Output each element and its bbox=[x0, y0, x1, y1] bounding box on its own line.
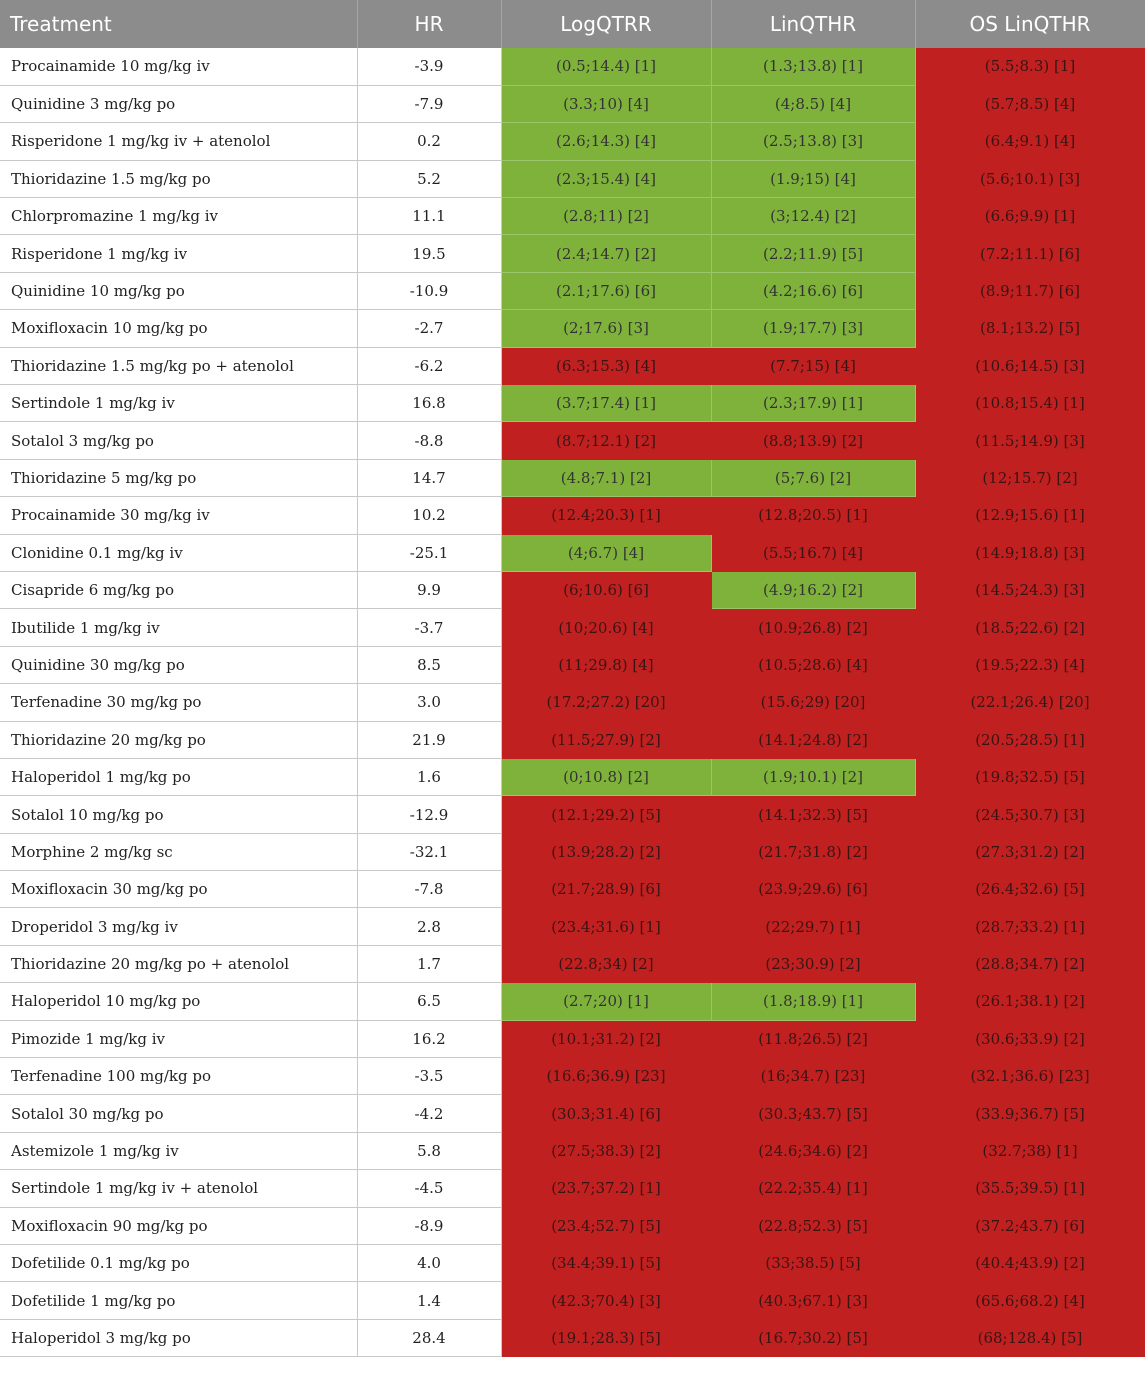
linqthr-cell: (40.3;67.1) [3] bbox=[711, 1282, 915, 1319]
os-linqthr-cell: (26.1;38.1) [2] bbox=[915, 983, 1145, 1020]
linqthr-cell: (14.1;32.3) [5] bbox=[711, 796, 915, 833]
table-row bbox=[0, 160, 1145, 197]
linqthr-cell: (2.3;17.9) [1] bbox=[711, 385, 915, 422]
os-linqthr-cell: (28.7;33.2) [1] bbox=[915, 908, 1145, 945]
treatment-cell: Sertindole 1 mg/kg iv bbox=[0, 385, 357, 422]
logqtrr-cell: (30.3;31.4) [6] bbox=[501, 1095, 711, 1132]
treatment-cell: Quinidine 30 mg/kg po bbox=[0, 646, 357, 683]
os-linqthr-cell: (5.5;8.3) [1] bbox=[915, 48, 1145, 85]
logqtrr-cell: (23.7;37.2) [1] bbox=[501, 1170, 711, 1207]
os-linqthr-cell: (26.4;32.6) [5] bbox=[915, 871, 1145, 908]
table-row bbox=[0, 796, 1145, 833]
logqtrr-cell: (2.4;14.7) [2] bbox=[501, 235, 711, 272]
logqtrr-cell: (2;17.6) [3] bbox=[501, 310, 711, 347]
linqthr-cell: (4.9;16.2) [2] bbox=[711, 571, 915, 608]
hr-cell: 9.9 bbox=[357, 571, 501, 608]
linqthr-cell: (22.8;52.3) [5] bbox=[711, 1207, 915, 1244]
treatment-cell: Haloperidol 3 mg/kg po bbox=[0, 1319, 357, 1356]
table-row bbox=[0, 85, 1145, 122]
hr-cell: 4.0 bbox=[357, 1245, 501, 1282]
treatment-cell: Dofetilide 0.1 mg/kg po bbox=[0, 1245, 357, 1282]
os-linqthr-cell: (8.1;13.2) [5] bbox=[915, 310, 1145, 347]
treatment-cell: Procainamide 10 mg/kg iv bbox=[0, 48, 357, 85]
linqthr-cell: (22.2;35.4) [1] bbox=[711, 1170, 915, 1207]
hr-cell: 10.2 bbox=[357, 497, 501, 534]
linqthr-cell: (4.2;16.6) [6] bbox=[711, 272, 915, 309]
hr-cell: -3.9 bbox=[357, 48, 501, 85]
header-os-linqthr: OS LinQTHR bbox=[915, 0, 1145, 48]
hr-cell: 6.5 bbox=[357, 983, 501, 1020]
hr-cell: 2.8 bbox=[357, 908, 501, 945]
table-row bbox=[0, 1245, 1145, 1282]
logqtrr-cell: (11;29.8) [4] bbox=[501, 646, 711, 683]
logqtrr-cell: (17.2;27.2) [20] bbox=[501, 684, 711, 721]
hr-cell: 5.2 bbox=[357, 160, 501, 197]
os-linqthr-cell: (35.5;39.5) [1] bbox=[915, 1170, 1145, 1207]
treatment-cell: Risperidone 1 mg/kg iv bbox=[0, 235, 357, 272]
logqtrr-cell: (23.4;52.7) [5] bbox=[501, 1207, 711, 1244]
treatment-cell: Cisapride 6 mg/kg po bbox=[0, 571, 357, 608]
os-linqthr-cell: (27.3;31.2) [2] bbox=[915, 833, 1145, 870]
treatment-cell: Haloperidol 10 mg/kg po bbox=[0, 983, 357, 1020]
hr-cell: 1.6 bbox=[357, 758, 501, 795]
os-linqthr-cell: (11.5;14.9) [3] bbox=[915, 422, 1145, 459]
logqtrr-cell: (8.7;12.1) [2] bbox=[501, 422, 711, 459]
hr-cell: 28.4 bbox=[357, 1319, 501, 1356]
table-row bbox=[0, 1170, 1145, 1207]
treatment-cell: Moxifloxacin 10 mg/kg po bbox=[0, 310, 357, 347]
linqthr-cell: (7.7;15) [4] bbox=[711, 347, 915, 384]
os-linqthr-cell: (14.9;18.8) [3] bbox=[915, 534, 1145, 571]
table-row bbox=[0, 497, 1145, 534]
treatment-cell: Procainamide 30 mg/kg iv bbox=[0, 497, 357, 534]
linqthr-cell: (15.6;29) [20] bbox=[711, 684, 915, 721]
treatment-cell: Thioridazine 5 mg/kg po bbox=[0, 459, 357, 496]
treatment-cell: Ibutilide 1 mg/kg iv bbox=[0, 609, 357, 646]
linqthr-cell: (23;30.9) [2] bbox=[711, 945, 915, 982]
os-linqthr-cell: (28.8;34.7) [2] bbox=[915, 945, 1145, 982]
hr-cell: -32.1 bbox=[357, 833, 501, 870]
hr-cell: -4.5 bbox=[357, 1170, 501, 1207]
hr-cell: -8.8 bbox=[357, 422, 501, 459]
header-treatment: Treatment bbox=[0, 0, 357, 48]
table-row bbox=[0, 721, 1145, 758]
hr-cell: -10.9 bbox=[357, 272, 501, 309]
table-row bbox=[0, 272, 1145, 309]
logqtrr-cell: (2.3;15.4) [4] bbox=[501, 160, 711, 197]
treatment-cell: Moxifloxacin 90 mg/kg po bbox=[0, 1207, 357, 1244]
logqtrr-cell: (12.4;20.3) [1] bbox=[501, 497, 711, 534]
treatment-cell: Morphine 2 mg/kg sc bbox=[0, 833, 357, 870]
table-row bbox=[0, 123, 1145, 160]
table-row bbox=[0, 198, 1145, 235]
logqtrr-cell: (4;6.7) [4] bbox=[501, 534, 711, 571]
table-row bbox=[0, 1282, 1145, 1319]
treatment-cell: Clonidine 0.1 mg/kg iv bbox=[0, 534, 357, 571]
os-linqthr-cell: (32.1;36.6) [23] bbox=[915, 1058, 1145, 1095]
table-row bbox=[0, 571, 1145, 608]
linqthr-cell: (4;8.5) [4] bbox=[711, 85, 915, 122]
hr-cell: 19.5 bbox=[357, 235, 501, 272]
os-linqthr-cell: (10.6;14.5) [3] bbox=[915, 347, 1145, 384]
table-row bbox=[0, 385, 1145, 422]
header-row bbox=[0, 0, 1145, 48]
hr-cell: 8.5 bbox=[357, 646, 501, 683]
treatment-cell: Sertindole 1 mg/kg iv + atenolol bbox=[0, 1170, 357, 1207]
table-row bbox=[0, 1058, 1145, 1095]
os-linqthr-cell: (7.2;11.1) [6] bbox=[915, 235, 1145, 272]
treatment-cell: Quinidine 10 mg/kg po bbox=[0, 272, 357, 309]
linqthr-cell: (2.5;13.8) [3] bbox=[711, 123, 915, 160]
os-linqthr-cell: (19.5;22.3) [4] bbox=[915, 646, 1145, 683]
linqthr-cell: (8.8;13.9) [2] bbox=[711, 422, 915, 459]
table-row bbox=[0, 646, 1145, 683]
os-linqthr-cell: (19.8;32.5) [5] bbox=[915, 758, 1145, 795]
table-row bbox=[0, 684, 1145, 721]
hr-cell: -7.9 bbox=[357, 85, 501, 122]
os-linqthr-cell: (12;15.7) [2] bbox=[915, 459, 1145, 496]
linqthr-cell: (11.8;26.5) [2] bbox=[711, 1020, 915, 1057]
logqtrr-cell: (11.5;27.9) [2] bbox=[501, 721, 711, 758]
logqtrr-cell: (3.7;17.4) [1] bbox=[501, 385, 711, 422]
hr-cell: -25.1 bbox=[357, 534, 501, 571]
treatment-cell: Sotalol 30 mg/kg po bbox=[0, 1095, 357, 1132]
table-body bbox=[0, 48, 1145, 1357]
treatment-cell: Thioridazine 20 mg/kg po + atenolol bbox=[0, 945, 357, 982]
table-row bbox=[0, 945, 1145, 982]
linqthr-cell: (1.9;10.1) [2] bbox=[711, 758, 915, 795]
os-linqthr-cell: (37.2;43.7) [6] bbox=[915, 1207, 1145, 1244]
linqthr-cell: (21.7;31.8) [2] bbox=[711, 833, 915, 870]
linqthr-cell: (5.5;16.7) [4] bbox=[711, 534, 915, 571]
logqtrr-cell: (6;10.6) [6] bbox=[501, 571, 711, 608]
os-linqthr-cell: (33.9;36.7) [5] bbox=[915, 1095, 1145, 1132]
table-row bbox=[0, 609, 1145, 646]
linqthr-cell: (1.3;13.8) [1] bbox=[711, 48, 915, 85]
treatment-cell: Terfenadine 100 mg/kg po bbox=[0, 1058, 357, 1095]
linqthr-cell: (24.6;34.6) [2] bbox=[711, 1132, 915, 1169]
hr-cell: 21.9 bbox=[357, 721, 501, 758]
logqtrr-cell: (0.5;14.4) [1] bbox=[501, 48, 711, 85]
os-linqthr-cell: (6.6;9.9) [1] bbox=[915, 198, 1145, 235]
hr-cell: 1.7 bbox=[357, 945, 501, 982]
os-linqthr-cell: (32.7;38) [1] bbox=[915, 1132, 1145, 1169]
linqthr-cell: (5;7.6) [2] bbox=[711, 459, 915, 496]
hr-cell: -2.7 bbox=[357, 310, 501, 347]
logqtrr-cell: (42.3;70.4) [3] bbox=[501, 1282, 711, 1319]
table-row bbox=[0, 235, 1145, 272]
linqthr-cell: (3;12.4) [2] bbox=[711, 198, 915, 235]
os-linqthr-cell: (5.6;10.1) [3] bbox=[915, 160, 1145, 197]
os-linqthr-cell: (18.5;22.6) [2] bbox=[915, 609, 1145, 646]
linqthr-cell: (12.8;20.5) [1] bbox=[711, 497, 915, 534]
linqthr-cell: (33;38.5) [5] bbox=[711, 1245, 915, 1282]
os-linqthr-cell: (5.7;8.5) [4] bbox=[915, 85, 1145, 122]
os-linqthr-cell: (10.8;15.4) [1] bbox=[915, 385, 1145, 422]
table-row bbox=[0, 983, 1145, 1020]
linqthr-cell: (30.3;43.7) [5] bbox=[711, 1095, 915, 1132]
logqtrr-cell: (22.8;34) [2] bbox=[501, 945, 711, 982]
logqtrr-cell: (4.8;7.1) [2] bbox=[501, 459, 711, 496]
hr-cell: 3.0 bbox=[357, 684, 501, 721]
linqthr-cell: (23.9;29.6) [6] bbox=[711, 871, 915, 908]
hr-cell: -7.8 bbox=[357, 871, 501, 908]
header-linqthr: LinQTHR bbox=[711, 0, 915, 48]
linqthr-cell: (1.8;18.9) [1] bbox=[711, 983, 915, 1020]
os-linqthr-cell: (12.9;15.6) [1] bbox=[915, 497, 1145, 534]
table-row bbox=[0, 48, 1145, 85]
table-row bbox=[0, 534, 1145, 571]
treatment-cell: Quinidine 3 mg/kg po bbox=[0, 85, 357, 122]
treatment-cell: Thioridazine 1.5 mg/kg po + atenolol bbox=[0, 347, 357, 384]
treatment-cell: Droperidol 3 mg/kg iv bbox=[0, 908, 357, 945]
treatment-cell: Astemizole 1 mg/kg iv bbox=[0, 1132, 357, 1169]
os-linqthr-cell: (22.1;26.4) [20] bbox=[915, 684, 1145, 721]
hr-cell: 16.8 bbox=[357, 385, 501, 422]
linqthr-cell: (10.9;26.8) [2] bbox=[711, 609, 915, 646]
table-row bbox=[0, 908, 1145, 945]
hr-cell: -8.9 bbox=[357, 1207, 501, 1244]
linqthr-cell: (22;29.7) [1] bbox=[711, 908, 915, 945]
treatment-cell: Haloperidol 1 mg/kg po bbox=[0, 758, 357, 795]
table-row bbox=[0, 1132, 1145, 1169]
linqthr-cell: (10.5;28.6) [4] bbox=[711, 646, 915, 683]
hr-cell: 14.7 bbox=[357, 459, 501, 496]
os-linqthr-cell: (6.4;9.1) [4] bbox=[915, 123, 1145, 160]
logqtrr-cell: (0;10.8) [2] bbox=[501, 758, 711, 795]
logqtrr-cell: (13.9;28.2) [2] bbox=[501, 833, 711, 870]
table-row bbox=[0, 871, 1145, 908]
treatment-cell: Moxifloxacin 30 mg/kg po bbox=[0, 871, 357, 908]
hr-cell: -6.2 bbox=[357, 347, 501, 384]
hr-cell: -3.5 bbox=[357, 1058, 501, 1095]
os-linqthr-cell: (68;128.4) [5] bbox=[915, 1319, 1145, 1356]
table-row bbox=[0, 459, 1145, 496]
table-row bbox=[0, 1020, 1145, 1057]
table-row bbox=[0, 1319, 1145, 1356]
treatment-cell: Pimozide 1 mg/kg iv bbox=[0, 1020, 357, 1057]
os-linqthr-cell: (20.5;28.5) [1] bbox=[915, 721, 1145, 758]
treatment-cell: Sotalol 3 mg/kg po bbox=[0, 422, 357, 459]
header-logqtrr: LogQTRR bbox=[501, 0, 711, 48]
os-linqthr-cell: (24.5;30.7) [3] bbox=[915, 796, 1145, 833]
logqtrr-cell: (2.6;14.3) [4] bbox=[501, 123, 711, 160]
logqtrr-cell: (23.4;31.6) [1] bbox=[501, 908, 711, 945]
hr-cell: 5.8 bbox=[357, 1132, 501, 1169]
treatment-cell: Sotalol 10 mg/kg po bbox=[0, 796, 357, 833]
table-row bbox=[0, 1207, 1145, 1244]
hr-cell: -4.2 bbox=[357, 1095, 501, 1132]
table-row bbox=[0, 310, 1145, 347]
os-linqthr-cell: (65.6;68.2) [4] bbox=[915, 1282, 1145, 1319]
treatment-cell: Chlorpromazine 1 mg/kg iv bbox=[0, 198, 357, 235]
linqthr-cell: (1.9;17.7) [3] bbox=[711, 310, 915, 347]
table-row bbox=[0, 758, 1145, 795]
treatment-cell: Thioridazine 20 mg/kg po bbox=[0, 721, 357, 758]
logqtrr-cell: (27.5;38.3) [2] bbox=[501, 1132, 711, 1169]
hr-cell: 16.2 bbox=[357, 1020, 501, 1057]
logqtrr-cell: (12.1;29.2) [5] bbox=[501, 796, 711, 833]
treatment-cell: Dofetilide 1 mg/kg po bbox=[0, 1282, 357, 1319]
table-row bbox=[0, 422, 1145, 459]
linqthr-cell: (14.1;24.8) [2] bbox=[711, 721, 915, 758]
logqtrr-cell: (34.4;39.1) [5] bbox=[501, 1245, 711, 1282]
table-row bbox=[0, 1095, 1145, 1132]
logqtrr-cell: (2.8;11) [2] bbox=[501, 198, 711, 235]
linqthr-cell: (16.7;30.2) [5] bbox=[711, 1319, 915, 1356]
logqtrr-cell: (3.3;10) [4] bbox=[501, 85, 711, 122]
logqtrr-cell: (2.7;20) [1] bbox=[501, 983, 711, 1020]
linqthr-cell: (1.9;15) [4] bbox=[711, 160, 915, 197]
logqtrr-cell: (21.7;28.9) [6] bbox=[501, 871, 711, 908]
hr-cell: -3.7 bbox=[357, 609, 501, 646]
logqtrr-cell: (2.1;17.6) [6] bbox=[501, 272, 711, 309]
logqtrr-cell: (6.3;15.3) [4] bbox=[501, 347, 711, 384]
os-linqthr-cell: (14.5;24.3) [3] bbox=[915, 571, 1145, 608]
treatment-cell: Thioridazine 1.5 mg/kg po bbox=[0, 160, 357, 197]
logqtrr-cell: (10;20.6) [4] bbox=[501, 609, 711, 646]
logqtrr-cell: (19.1;28.3) [5] bbox=[501, 1319, 711, 1356]
table-row bbox=[0, 833, 1145, 870]
treatment-cell: Terfenadine 30 mg/kg po bbox=[0, 684, 357, 721]
hr-cell: 11.1 bbox=[357, 198, 501, 235]
os-linqthr-cell: (30.6;33.9) [2] bbox=[915, 1020, 1145, 1057]
logqtrr-cell: (16.6;36.9) [23] bbox=[501, 1058, 711, 1095]
header-hr: HR bbox=[357, 0, 501, 48]
hr-cell: -12.9 bbox=[357, 796, 501, 833]
os-linqthr-cell: (8.9;11.7) [6] bbox=[915, 272, 1145, 309]
os-linqthr-cell: (40.4;43.9) [2] bbox=[915, 1245, 1145, 1282]
table-row bbox=[0, 347, 1145, 384]
linqthr-cell: (2.2;11.9) [5] bbox=[711, 235, 915, 272]
logqtrr-cell: (10.1;31.2) [2] bbox=[501, 1020, 711, 1057]
linqthr-cell: (16;34.7) [23] bbox=[711, 1058, 915, 1095]
hr-cell: 1.4 bbox=[357, 1282, 501, 1319]
treatment-cell: Risperidone 1 mg/kg iv + atenolol bbox=[0, 123, 357, 160]
hr-cell: 0.2 bbox=[357, 123, 501, 160]
